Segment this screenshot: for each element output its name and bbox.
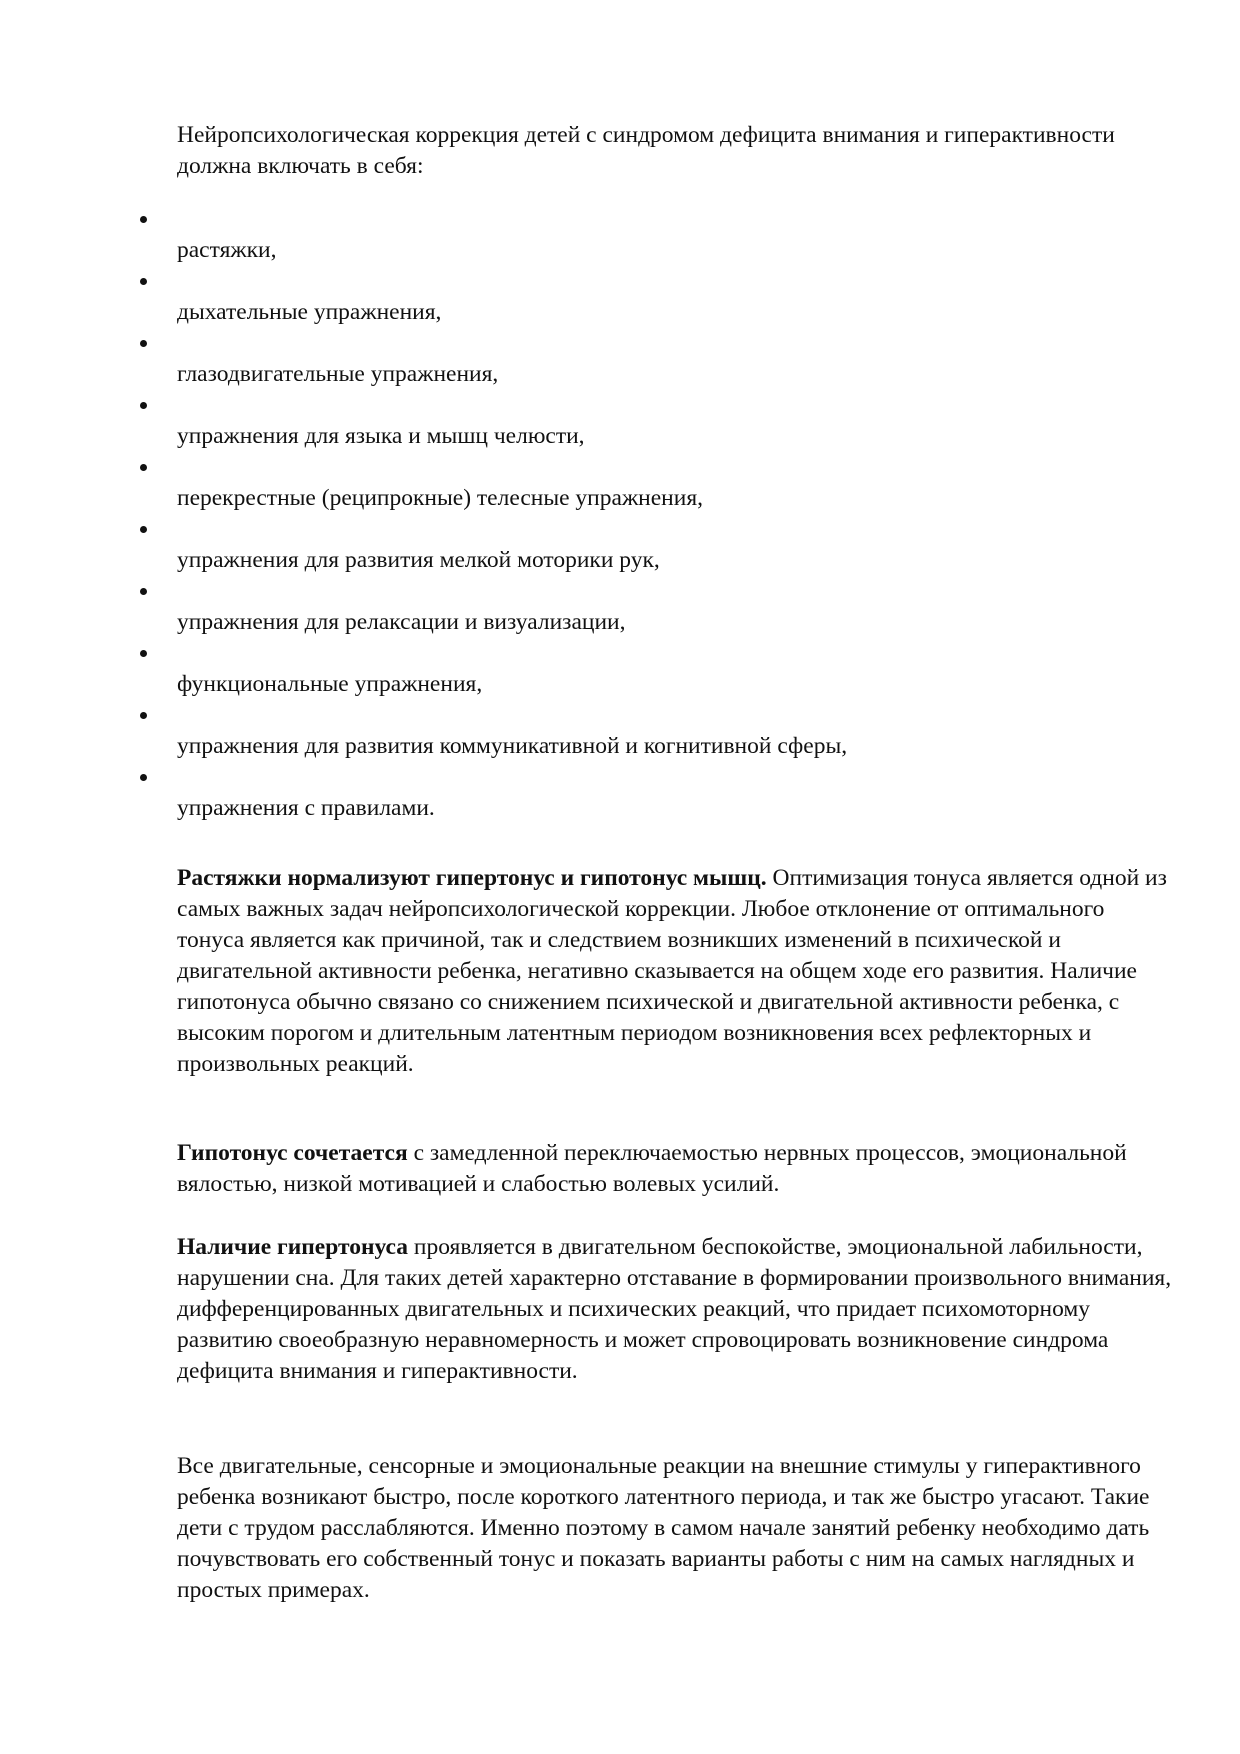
paragraph-body: проявляется в двигательном беспокойстве, эмоциональной лабильности, нарушении сна. Для таких детей характерно отставание в формировании произвольного внимания, дифференцированных двигательных и психических реакций, что придает психомоторному развитию своеобразную неравномерность и может спровоцировать возникновение синдрома дефицита внимания и гиперактивности. [177,1234,1172,1384]
paragraph-lead: Гипотонус сочетается [177,1140,408,1166]
list-item [0,580,1240,642]
paragraph-hypotonus [177,1138,1177,1200]
bullet-icon [140,340,147,347]
list-item-text: упражнения для релаксации и визуализации, [177,609,626,635]
list-item [0,642,1240,704]
list-item [0,208,1240,270]
paragraph-body: с замедленной переключаемостью нервных процессов, эмоциональной вялостью, низкой мотивацией и слабостью волевых усилий. [177,1140,1127,1197]
list-item-text: упражнения для языка и мышц челюсти, [177,423,585,449]
list-item-text: функциональные упражнения, [177,671,483,697]
list-item-text: дыхательные упражнения, [177,299,442,325]
list-item-text: глазодвигательные упражнения, [177,361,499,387]
list-item [0,270,1240,332]
bullet-icon [140,402,147,409]
paragraph-lead: Наличие гипертонуса [177,1234,409,1260]
paragraph-body: Оптимизация тонуса является одной из самых важных задач нейропсихологической коррекции. Любое отклонение от оптимального тонуса является как причиной, так и следствием возникших изменений в психической и двигательной активности ребенка, негативно сказывается на общем ходе его развития. Наличие гипотонуса обычно связано со снижением психической и двигательной активности ребенка, с высоким порогом и длительным латентным периодом возникновения всех рефлекторных и произвольных реакций. [177,865,1167,1077]
list-item [0,456,1240,518]
bullet-icon [140,464,147,471]
paragraph-hypertonus [177,1232,1177,1387]
list-item [0,332,1240,394]
list-item-text: упражнения для развития мелкой моторики рук, [177,547,660,573]
paragraph-lead: Растяжки нормализуют гипертонус и гипотонус мышц. [177,865,767,891]
exercise-list [0,208,1240,828]
paragraph-body: Все двигательные, сенсорные и эмоциональные реакции на внешние стимулы у гиперактивного ребенка возникают быстро, после короткого латентного периода, и так же быстро угасают. Такие дети с трудом расслабляются. Именно поэтому в самом начале занятий ребенку необходимо дать почувствовать его собственный тонус и показать варианты работы с ним на самых наглядных и простых примерах. [177,1453,1150,1603]
list-item-text: упражнения для развития коммуникативной и когнитивной сферы, [177,733,848,759]
list-item-text: упражнения с правилами. [177,795,435,821]
list-item [0,766,1240,828]
bullet-icon [140,278,147,285]
bullet-icon [140,216,147,223]
paragraph-stretching [177,863,1177,1080]
list-item [0,394,1240,456]
list-item-text: перекрестные (реципрокные) телесные упражнения, [177,485,704,511]
bullet-icon [140,650,147,657]
list-item-text: растяжки, [177,237,277,263]
bullet-icon [140,712,147,719]
paragraph-reactions [177,1451,1177,1606]
bullet-icon [140,774,147,781]
bullet-icon [140,526,147,533]
intro-paragraph: Нейропсихологическая коррекция детей с синдромом дефицита внимания и гиперактивности должна включать в себя: [177,122,1115,179]
list-item [0,518,1240,580]
bullet-icon [140,588,147,595]
list-item [0,704,1240,766]
